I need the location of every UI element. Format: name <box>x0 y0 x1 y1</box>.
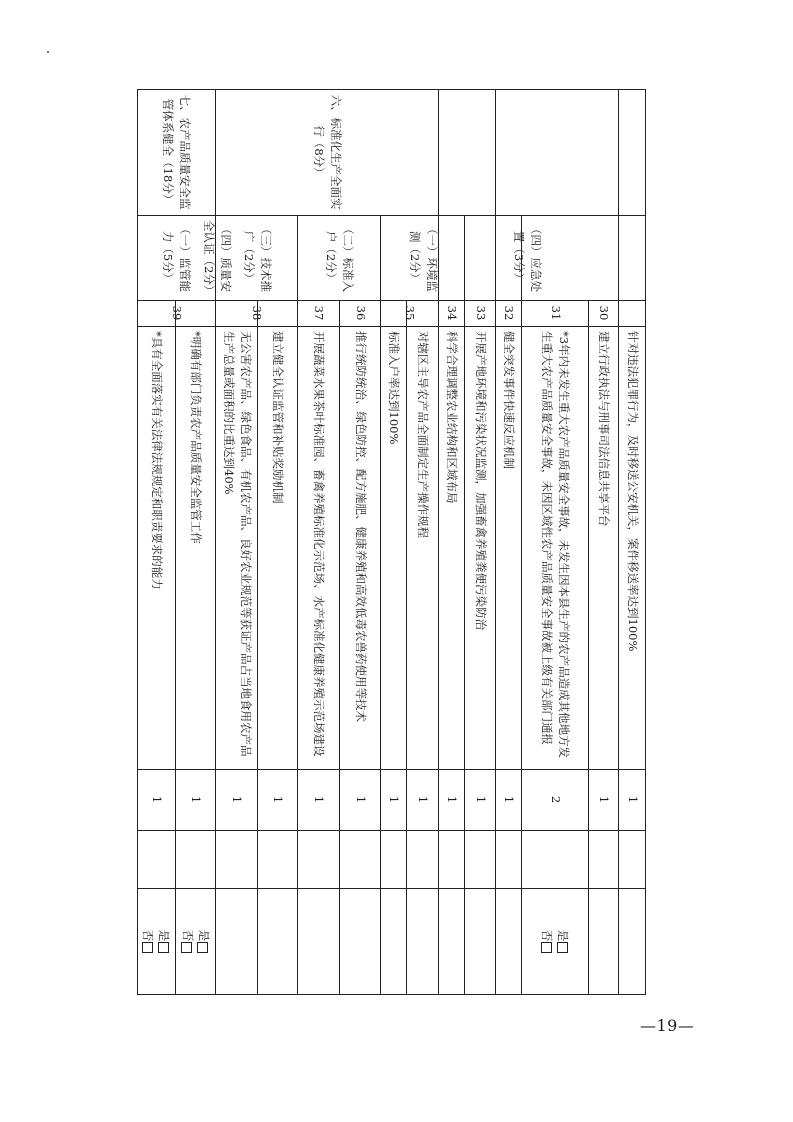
row-content: 科学合理调整农业结构和区域布局 <box>445 331 460 504</box>
row-score: 1 <box>189 795 204 804</box>
sub-cell-certification: （四）质量安全认证（2分） <box>202 220 233 297</box>
row-number: 30 <box>597 305 612 321</box>
yes-label: 是 <box>197 929 211 942</box>
table-rotation-frame <box>137 89 646 995</box>
row-score: 1 <box>445 795 460 804</box>
sub-cell-emergency: （四）应急处置（3分） <box>512 223 543 292</box>
sub-cell-standards: （二）标准入户（2分） <box>324 223 356 292</box>
yes-no-checkboxes <box>176 888 216 995</box>
row-content: 开展产地环境和污染状况监测，加强畜禽养殖粪便污染防治 <box>474 331 488 630</box>
row-score: 1 <box>474 795 488 804</box>
yes-no-checkboxes <box>137 888 176 995</box>
row-content: *具有全面落实有关法律法规规定和职责要求的能力 <box>150 331 164 590</box>
yes-label: 是 <box>556 929 571 942</box>
row-score: 1 <box>597 795 612 804</box>
row-score: 1 <box>416 795 431 804</box>
evaluation-table <box>137 89 646 995</box>
row-score: 1 <box>626 795 640 804</box>
category-cell-standardization: 六、标准化生产全面实行（8分） <box>312 94 344 210</box>
page-number: —19— <box>640 1016 695 1035</box>
row-number: 38 <box>250 305 265 321</box>
yes-checkbox[interactable] <box>158 942 169 953</box>
row-score: 1 <box>387 795 402 804</box>
row-score: 1 <box>354 795 368 804</box>
row-score: 1 <box>502 795 517 804</box>
row-content: 开展蔬菜水果茶叶标准园、畜禽养殖标准化示范场、水产标准化健康养殖示范场建设 <box>312 331 327 757</box>
row-number: 36 <box>354 305 368 321</box>
yes-no-checkboxes <box>522 888 589 995</box>
row-number: 39 <box>170 305 184 321</box>
row-number: 37 <box>312 305 327 321</box>
row-number: 31 <box>549 305 563 321</box>
yes-checkbox[interactable] <box>557 942 568 953</box>
row-score: 1 <box>271 795 286 804</box>
no-checkbox[interactable] <box>182 942 193 953</box>
row-score: 1 <box>230 795 245 804</box>
sub-cell-environment: （一）环境监测（2分） <box>408 223 439 292</box>
sub-cell-technology: （三）技术推广（2分） <box>242 223 273 292</box>
row-content: 针对违法犯罪行为，及时移送公安机关，案件移送率达到100% <box>626 331 640 652</box>
scan-speck <box>47 51 49 53</box>
row-content: 标准入户率达到100% <box>387 331 402 445</box>
no-label: 否 <box>181 929 195 942</box>
row-content: 健全突发事件快速反应机制 <box>502 331 517 469</box>
row-score: 2 <box>549 795 563 804</box>
no-label: 否 <box>141 929 156 942</box>
yes-checkbox[interactable] <box>198 942 209 953</box>
row-content: *3年内未发生重大农产品质量安全事故，未发生因本县生产的农产品造成其他地方发生重大农产品质量安全事故，未因区域性农产品质量安全事故被上级有关部门通报 <box>540 331 572 759</box>
no-label: 否 <box>540 929 555 942</box>
category-cell-supervision: 七、农产品质量安全监管体系健全（18分） <box>161 94 193 210</box>
no-checkbox[interactable] <box>541 942 552 953</box>
row-content: 对辖区主导农产品全面制定生产操作规程 <box>416 331 431 538</box>
sub-cell-capacity: （一）监管能力（5分） <box>161 223 193 292</box>
yes-label: 是 <box>157 929 172 942</box>
row-number: 35 <box>403 305 418 321</box>
row-content: 建立行政执法与刑事司法信息共享平台 <box>597 331 612 527</box>
row-score: 1 <box>312 795 327 804</box>
row-number: 32 <box>502 305 517 321</box>
row-score: 1 <box>150 795 164 804</box>
row-content: *明确有部门负责农产品质量安全监管工作 <box>189 331 204 544</box>
no-checkbox[interactable] <box>142 942 153 953</box>
row-content: 建立健全认证监管和补贴奖励机制 <box>271 331 286 504</box>
row-content: 推行统防统治、绿色防控、配方施肥、健康养殖和高效低毒农兽药使用等技术 <box>354 331 368 722</box>
row-number: 33 <box>474 305 488 321</box>
row-content: 无公害农产品、绿色食品、有机农产品、良好农业规范等获证产品占当地食用农产品生产总量或面积的比重达到40% <box>222 331 253 757</box>
row-number: 34 <box>445 305 460 321</box>
